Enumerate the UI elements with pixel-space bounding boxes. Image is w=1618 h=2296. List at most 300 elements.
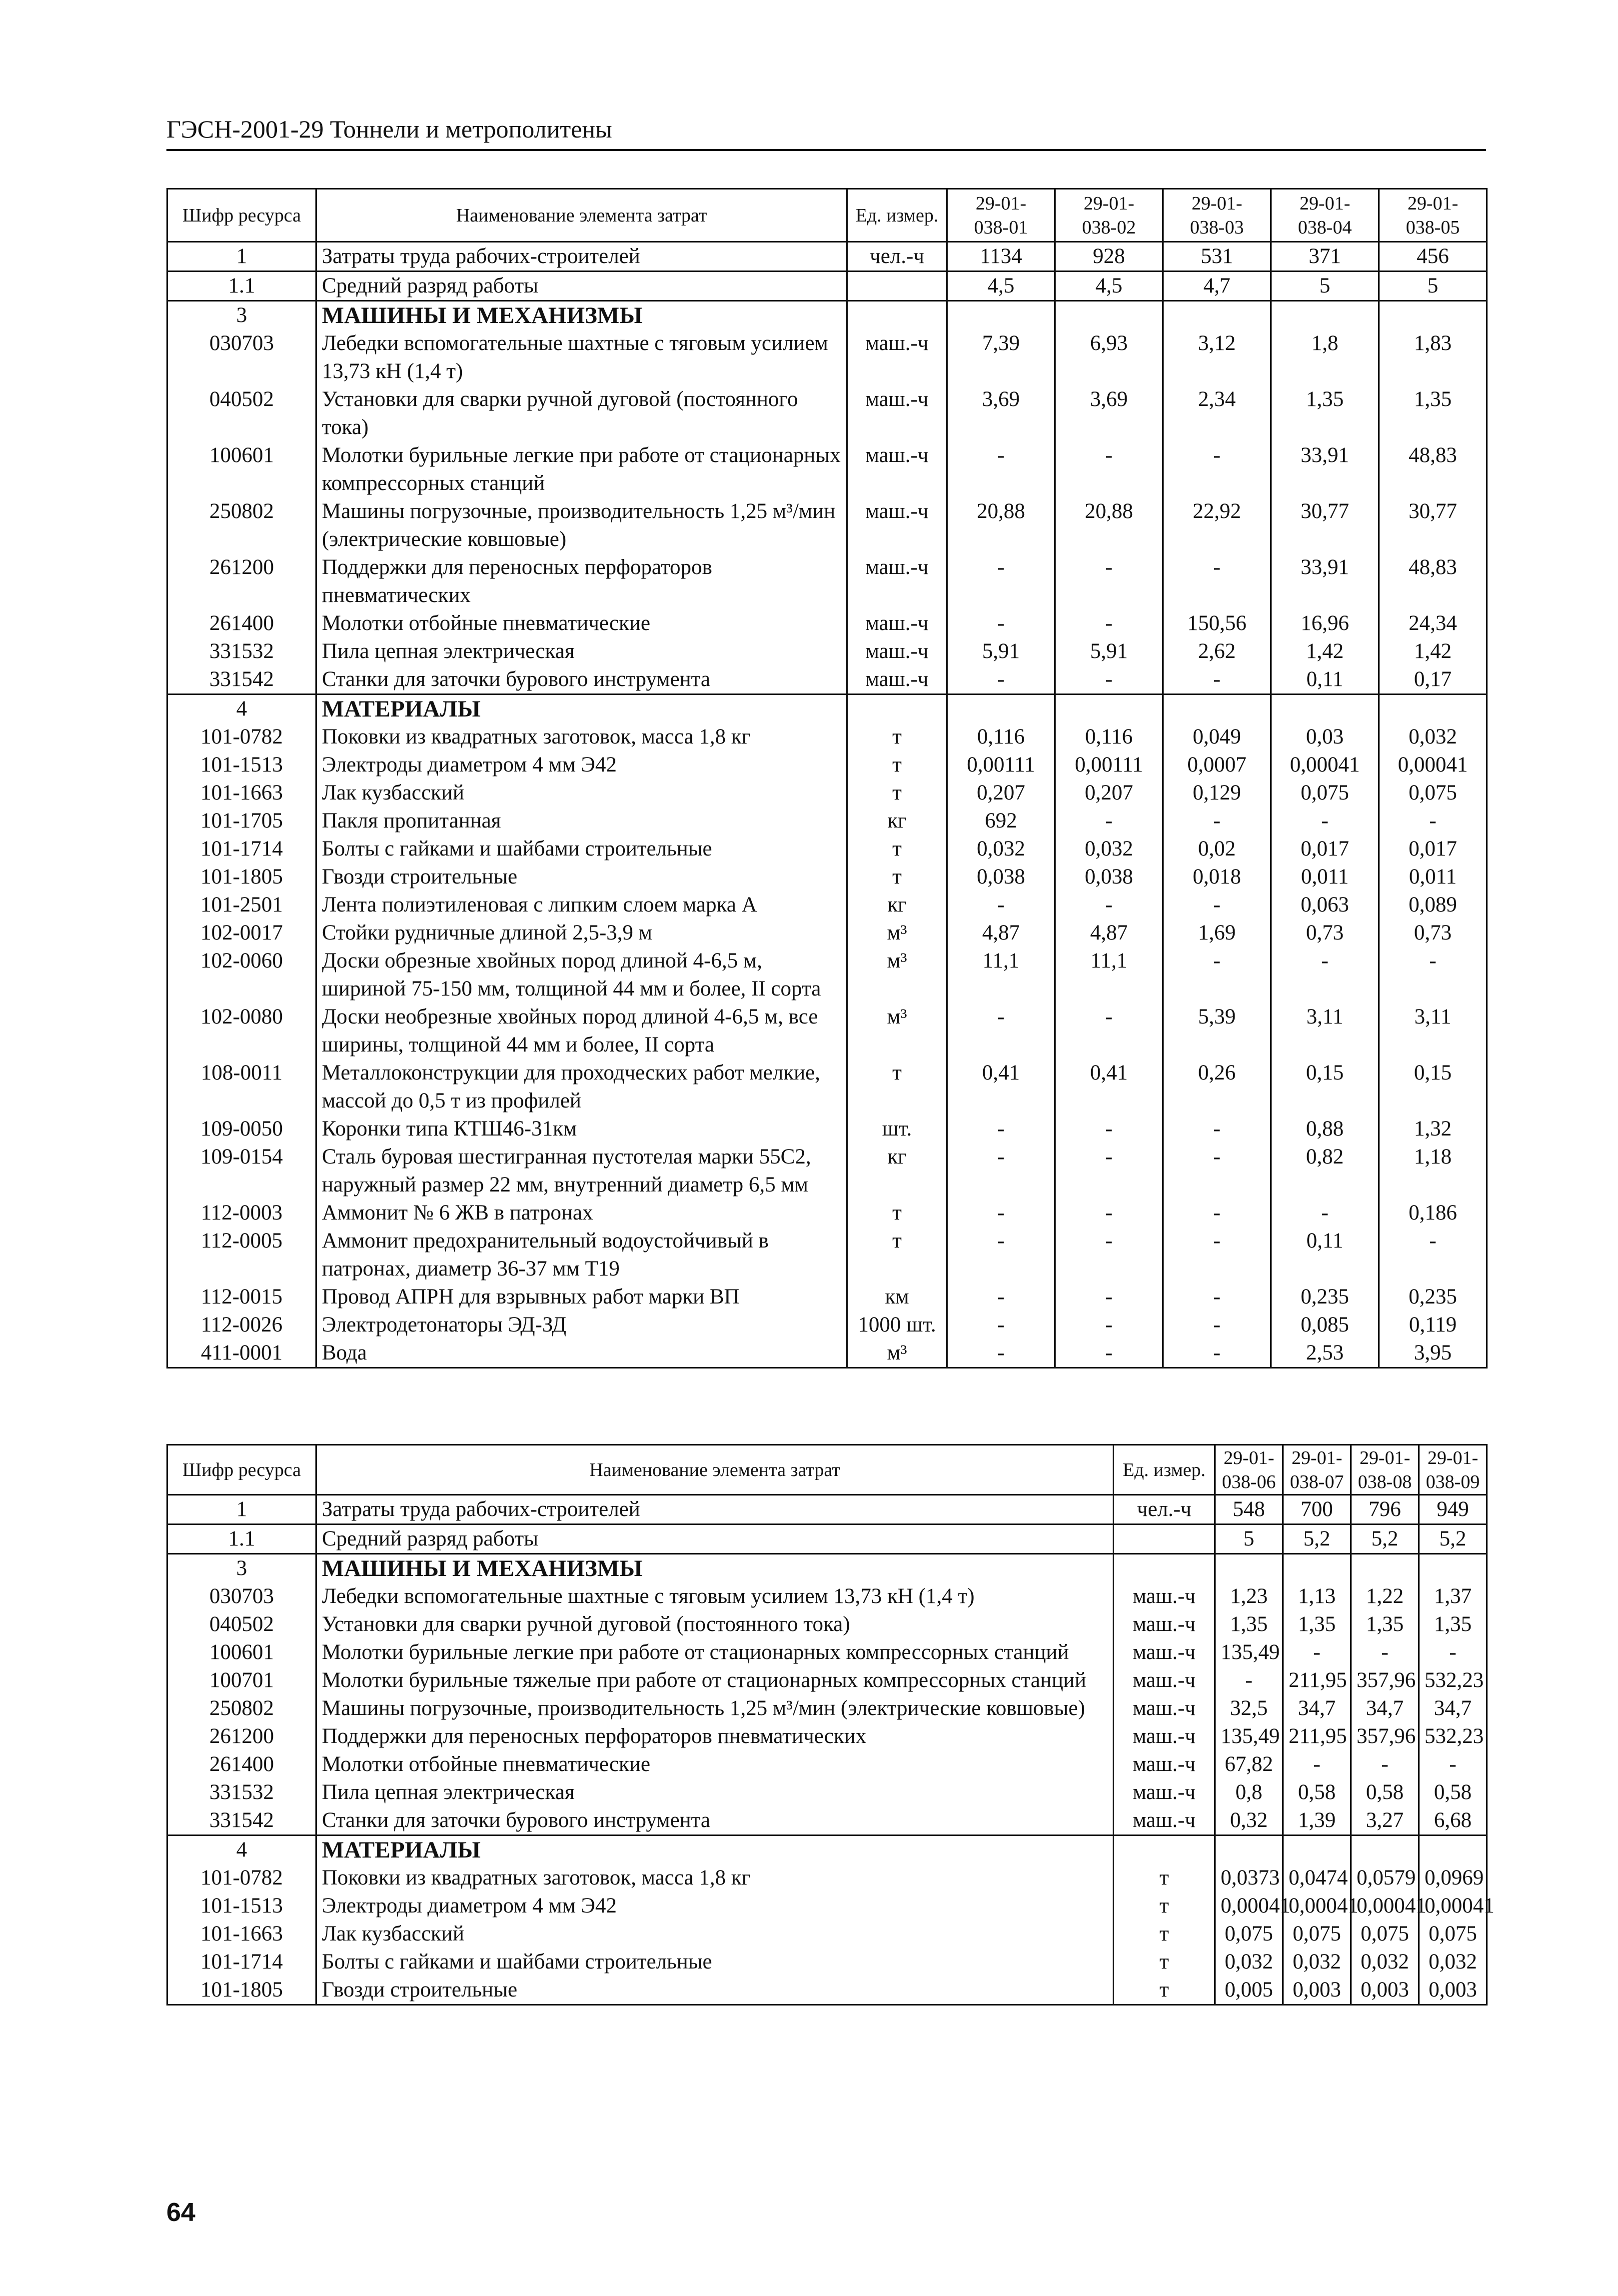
norm-value: 0,17 — [1379, 666, 1487, 694]
norm-value: 0,116 — [1055, 723, 1163, 751]
norm-value: 3,95 — [1379, 1339, 1487, 1368]
norm-value: 0,085 — [1271, 1311, 1379, 1339]
norm-value: 0,017 — [1271, 835, 1379, 863]
norm-value: 0,003 — [1283, 1976, 1351, 2005]
norm-value: 1,35 — [1379, 386, 1487, 442]
table-row — [167, 1778, 1487, 1806]
section-row — [167, 1836, 1487, 1864]
resource-code: 109-0050 — [167, 1115, 316, 1143]
resource-unit: м³ — [847, 919, 947, 947]
resource-name: Доски необрезные хвойных пород длиной 4-6,5 м, все ширины, толщиной 44 мм и более, II сорта — [316, 1003, 847, 1059]
norm-value: 0,00041 — [1351, 1892, 1419, 1920]
norm-value: 928 — [1055, 242, 1163, 272]
norm-value: - — [947, 1311, 1055, 1339]
norm-value: 0,129 — [1163, 779, 1271, 807]
table-row — [167, 919, 1487, 947]
resource-name: Поддержки для переносных перфораторов пневматических — [316, 554, 847, 610]
table-row — [167, 1311, 1487, 1339]
norm-value: 5 — [1271, 272, 1379, 301]
norm-value: 531 — [1163, 242, 1271, 272]
resource-code: 331532 — [167, 1778, 316, 1806]
column-header-norm: 29-01- 038-02 — [1055, 189, 1163, 242]
norm-value: 5,2 — [1419, 1524, 1487, 1554]
resource-name: Установки для сварки ручной дуговой (постоянного тока) — [316, 1610, 1114, 1638]
norm-value: - — [1163, 1199, 1271, 1227]
table-row — [167, 1227, 1487, 1283]
resource-unit: маш.-ч — [1114, 1638, 1215, 1666]
resource-name: Средний разряд работы — [316, 272, 847, 301]
norm-value — [1055, 694, 1163, 724]
table-row — [167, 1283, 1487, 1311]
resource-code: 101-2501 — [167, 891, 316, 919]
resource-table-2 — [166, 1444, 1495, 2006]
norm-value — [947, 301, 1055, 330]
table-row — [167, 666, 1487, 694]
norm-value: 700 — [1283, 1495, 1351, 1524]
resource-unit: маш.-ч — [1114, 1582, 1215, 1610]
running-header: ГЭСН-2001-29 Тоннели и метрополитены — [166, 115, 612, 143]
norm-value: 5,2 — [1351, 1524, 1419, 1554]
norm-value: 371 — [1271, 242, 1379, 272]
norm-value: - — [1163, 1115, 1271, 1143]
norm-value: 6,93 — [1055, 330, 1163, 386]
table-row — [167, 554, 1487, 610]
norm-value: 0,049 — [1163, 723, 1271, 751]
norm-value: - — [1163, 1227, 1271, 1283]
section-row — [167, 694, 1487, 724]
resource-unit: т — [847, 723, 947, 751]
resource-unit: км — [847, 1283, 947, 1311]
norm-value: - — [1055, 1339, 1163, 1368]
norm-value: 0,207 — [947, 779, 1055, 807]
resource-unit: т — [1114, 1976, 1215, 2005]
norm-value — [1419, 1836, 1487, 1864]
table-row — [167, 442, 1487, 498]
norm-value: 548 — [1215, 1495, 1283, 1524]
resource-code: 250802 — [167, 1694, 316, 1722]
table-row — [167, 1920, 1487, 1948]
norm-value: 1,42 — [1379, 638, 1487, 666]
column-header-norm: 29-01- 038-03 — [1163, 189, 1271, 242]
norm-value: - — [1351, 1750, 1419, 1778]
resource-unit: м³ — [847, 947, 947, 1003]
column-header-norm: 29-01- 038-07 — [1283, 1445, 1351, 1495]
norm-value: - — [1351, 1638, 1419, 1666]
norm-value: 1134 — [947, 242, 1055, 272]
norm-value: 0,02 — [1163, 835, 1271, 863]
norm-value: - — [1271, 1199, 1379, 1227]
norm-value: 34,7 — [1283, 1694, 1351, 1722]
resource-unit: т — [1114, 1892, 1215, 1920]
norm-value: 3,12 — [1163, 330, 1271, 386]
norm-value — [1419, 1554, 1487, 1583]
norm-value: - — [1163, 947, 1271, 1003]
norm-value: 0,032 — [1055, 835, 1163, 863]
resource-name: Вода — [316, 1339, 847, 1368]
norm-value: 48,83 — [1379, 554, 1487, 610]
resource-code: 101-1513 — [167, 1892, 316, 1920]
table-row — [167, 330, 1487, 386]
norm-value: 0,26 — [1163, 1059, 1271, 1115]
resource-name: Электроды диаметром 4 мм Э42 — [316, 1892, 1114, 1920]
norm-value: 16,96 — [1271, 610, 1379, 638]
table-row — [167, 386, 1487, 442]
resource-unit: т — [1114, 1920, 1215, 1948]
resource-code: 100701 — [167, 1666, 316, 1694]
table-row — [167, 1199, 1487, 1227]
norm-value: - — [1163, 891, 1271, 919]
norm-value: 0,089 — [1379, 891, 1487, 919]
resource-code: 1.1 — [167, 272, 316, 301]
norm-value: 32,5 — [1215, 1694, 1283, 1722]
resource-code: 101-1663 — [167, 779, 316, 807]
norm-value: 5,91 — [1055, 638, 1163, 666]
norm-value: 211,95 — [1283, 1666, 1351, 1694]
table-row — [167, 947, 1487, 1003]
norm-value: 0,032 — [1351, 1948, 1419, 1976]
norm-value: 3,27 — [1351, 1806, 1419, 1836]
norm-value: - — [1163, 1339, 1271, 1368]
norm-value: 0,0007 — [1163, 751, 1271, 779]
resource-name: Поковки из квадратных заготовок, масса 1,8 кг — [316, 723, 847, 751]
norm-value: - — [1055, 807, 1163, 835]
table-row — [167, 1339, 1487, 1368]
norm-value: - — [1379, 807, 1487, 835]
norm-value — [1163, 301, 1271, 330]
norm-value: 3,69 — [947, 386, 1055, 442]
norm-value: 2,53 — [1271, 1339, 1379, 1368]
resource-name: Средний разряд работы — [316, 1524, 1114, 1554]
resource-unit — [847, 272, 947, 301]
norm-value — [1283, 1554, 1351, 1583]
resource-code: 101-1705 — [167, 807, 316, 835]
norm-value: 0,0579 — [1351, 1864, 1419, 1892]
norm-value: - — [1055, 1115, 1163, 1143]
norm-value — [1379, 301, 1487, 330]
resource-unit: кг — [847, 891, 947, 919]
resource-name: Электродетонаторы ЭД-ЗД — [316, 1311, 847, 1339]
resource-name: Провод АПРН для взрывных работ марки ВП — [316, 1283, 847, 1311]
norm-value: 0,00111 — [1055, 751, 1163, 779]
norm-value: 7,39 — [947, 330, 1055, 386]
resource-code: 112-0026 — [167, 1311, 316, 1339]
column-header-norm: 29-01- 038-05 — [1379, 189, 1487, 242]
norm-value: - — [1055, 891, 1163, 919]
resource-unit: т — [847, 835, 947, 863]
resource-name: Лебедки вспомогательные шахтные с тяговым усилием 13,73 кН (1,4 т) — [316, 1582, 1114, 1610]
resource-name: Молотки отбойные пневматические — [316, 1750, 1114, 1778]
norm-value: 0,88 — [1271, 1115, 1379, 1143]
resource-name: МАШИНЫ И МЕХАНИЗМЫ — [316, 301, 847, 330]
column-header-name: Наименование элемента затрат — [316, 1445, 1114, 1495]
norm-value: 4,7 — [1163, 272, 1271, 301]
norm-value: 0,8 — [1215, 1778, 1283, 1806]
norm-value: 0,82 — [1271, 1143, 1379, 1199]
table-row — [167, 1750, 1487, 1778]
resource-code: 112-0005 — [167, 1227, 316, 1283]
table-row — [167, 891, 1487, 919]
norm-value: 4,5 — [1055, 272, 1163, 301]
norm-value: 0,00041 — [1271, 751, 1379, 779]
resource-code: 101-0782 — [167, 1864, 316, 1892]
norm-value: 1,22 — [1351, 1582, 1419, 1610]
table-row — [167, 1115, 1487, 1143]
norm-value: - — [947, 666, 1055, 694]
norm-value: 0,32 — [1215, 1806, 1283, 1836]
norm-value: 0,119 — [1379, 1311, 1487, 1339]
norm-value: 532,23 — [1419, 1722, 1487, 1750]
column-header-norm: 29-01- 038-06 — [1215, 1445, 1283, 1495]
resource-unit: маш.-ч — [847, 330, 947, 386]
norm-value: 0,075 — [1379, 779, 1487, 807]
norm-value: 0,011 — [1379, 863, 1487, 891]
norm-value: 0,075 — [1283, 1920, 1351, 1948]
resource-code: 101-1513 — [167, 751, 316, 779]
norm-value: 0,235 — [1271, 1283, 1379, 1311]
resource-unit: кг — [847, 807, 947, 835]
table-row — [167, 1059, 1487, 1115]
resource-name: Электроды диаметром 4 мм Э42 — [316, 751, 847, 779]
norm-value: 0,58 — [1283, 1778, 1351, 1806]
resource-code: 101-1714 — [167, 1948, 316, 1976]
table-row — [167, 638, 1487, 666]
norm-value: 3,69 — [1055, 386, 1163, 442]
table-row — [167, 1495, 1487, 1524]
norm-value: 0,018 — [1163, 863, 1271, 891]
table-row — [167, 610, 1487, 638]
norm-value: - — [947, 1199, 1055, 1227]
norm-value: - — [1055, 666, 1163, 694]
norm-value: 0,11 — [1271, 666, 1379, 694]
table-row — [167, 1806, 1487, 1836]
resource-code: 3 — [167, 301, 316, 330]
norm-value: - — [947, 1143, 1055, 1199]
resource-code: 1.1 — [167, 1524, 316, 1554]
norm-value: - — [1055, 1003, 1163, 1059]
table-row — [167, 723, 1487, 751]
resource-unit: маш.-ч — [1114, 1722, 1215, 1750]
norm-value: 0,075 — [1351, 1920, 1419, 1948]
table-row — [167, 779, 1487, 807]
norm-value: 20,88 — [947, 498, 1055, 554]
resource-code: 101-1805 — [167, 863, 316, 891]
resource-unit: маш.-ч — [847, 442, 947, 498]
resource-code: 101-1663 — [167, 1920, 316, 1948]
resource-code: 101-1714 — [167, 835, 316, 863]
norm-value: - — [1055, 1283, 1163, 1311]
norm-value: 0,00041 — [1283, 1892, 1351, 1920]
resource-unit: т — [847, 751, 947, 779]
resource-unit: маш.-ч — [1114, 1806, 1215, 1836]
column-header-code: Шифр ресурса — [167, 1445, 316, 1495]
norm-value: 692 — [947, 807, 1055, 835]
resource-name: Станки для заточки бурового инструмента — [316, 1806, 1114, 1836]
resource-code: 1 — [167, 1495, 316, 1524]
page-number: 64 — [166, 2198, 195, 2227]
table-row — [167, 1892, 1487, 1920]
resource-code: 1 — [167, 242, 316, 272]
norm-value — [947, 694, 1055, 724]
resource-name: Поковки из квадратных заготовок, масса 1,8 кг — [316, 1864, 1114, 1892]
norm-value: 0,11 — [1271, 1227, 1379, 1283]
column-header-norm: 29-01- 038-01 — [947, 189, 1055, 242]
table-row — [167, 1524, 1487, 1554]
norm-value: - — [1163, 1283, 1271, 1311]
resource-unit — [847, 694, 947, 724]
norm-value: 0,0969 — [1419, 1864, 1487, 1892]
norm-value: 1,8 — [1271, 330, 1379, 386]
norm-value: 5,39 — [1163, 1003, 1271, 1059]
norm-value: 0,15 — [1271, 1059, 1379, 1115]
resource-unit: маш.-ч — [1114, 1694, 1215, 1722]
resource-code: 261400 — [167, 610, 316, 638]
norm-value: 1,37 — [1419, 1582, 1487, 1610]
norm-value: - — [1055, 442, 1163, 498]
resource-name: Гвозди строительные — [316, 863, 847, 891]
norm-value — [1379, 694, 1487, 724]
resource-name: Установки для сварки ручной дуговой (постоянного тока) — [316, 386, 847, 442]
resource-name: Молотки отбойные пневматические — [316, 610, 847, 638]
norm-value: - — [1163, 807, 1271, 835]
norm-value: 4,87 — [1055, 919, 1163, 947]
norm-value: 0,011 — [1271, 863, 1379, 891]
resource-unit: т — [1114, 1948, 1215, 1976]
norm-value: 4,5 — [947, 272, 1055, 301]
resource-code: 101-0782 — [167, 723, 316, 751]
norm-value: - — [1419, 1750, 1487, 1778]
norm-value: - — [947, 1115, 1055, 1143]
norm-value — [1271, 301, 1379, 330]
resource-unit: 1000 шт. — [847, 1311, 947, 1339]
norm-value: 0,58 — [1419, 1778, 1487, 1806]
norm-value: 0,03 — [1271, 723, 1379, 751]
resource-name: Машины погрузочные, производительность 1,25 м³/мин (электрические ковшовые) — [316, 1694, 1114, 1722]
table-row — [167, 807, 1487, 835]
table-row — [167, 863, 1487, 891]
norm-value: 1,35 — [1351, 1610, 1419, 1638]
column-header-norm: 29-01- 038-08 — [1351, 1445, 1419, 1495]
norm-value: - — [947, 1283, 1055, 1311]
norm-value: 0,00041 — [1215, 1892, 1283, 1920]
table-row — [167, 1582, 1487, 1610]
resource-name: Пила цепная электрическая — [316, 1778, 1114, 1806]
resource-name: Доски обрезные хвойных пород длиной 4-6,5 м, шириной 75-150 мм, толщиной 44 мм и более, II сорта — [316, 947, 847, 1003]
norm-value: 0,005 — [1215, 1976, 1283, 2005]
resource-unit: м³ — [847, 1339, 947, 1368]
norm-value: - — [1055, 554, 1163, 610]
resource-code: 261200 — [167, 554, 316, 610]
norm-value: 0,032 — [947, 835, 1055, 863]
table-row — [167, 1143, 1487, 1199]
column-header-norm: 29-01- 038-04 — [1271, 189, 1379, 242]
norm-value: - — [1163, 442, 1271, 498]
resource-name: Аммонит № 6 ЖВ в патронах — [316, 1199, 847, 1227]
norm-value: 34,7 — [1351, 1694, 1419, 1722]
resource-name: Молотки бурильные легкие при работе от стационарных компрессорных станций — [316, 1638, 1114, 1666]
resource-name: Болты с гайками и шайбами строительные — [316, 1948, 1114, 1976]
norm-value: 0,038 — [947, 863, 1055, 891]
column-header-unit: Ед. измер. — [1114, 1445, 1215, 1495]
norm-value: 5,2 — [1283, 1524, 1351, 1554]
norm-value: 357,96 — [1351, 1666, 1419, 1694]
norm-value: 1,35 — [1283, 1610, 1351, 1638]
norm-value: 211,95 — [1283, 1722, 1351, 1750]
resource-unit: кг — [847, 1143, 947, 1199]
resource-code: 112-0015 — [167, 1283, 316, 1311]
resource-name: Коронки типа КТШ46-31км — [316, 1115, 847, 1143]
norm-value: 1,35 — [1271, 386, 1379, 442]
norm-value: - — [1055, 1199, 1163, 1227]
norm-value: 11,1 — [947, 947, 1055, 1003]
table-row — [167, 1864, 1487, 1892]
norm-value: 135,49 — [1215, 1722, 1283, 1750]
table-body — [167, 242, 1487, 1368]
norm-value: 4,87 — [947, 919, 1055, 947]
norm-value: 0,186 — [1379, 1199, 1487, 1227]
table-row — [167, 1694, 1487, 1722]
norm-value: - — [1379, 1227, 1487, 1283]
section-row — [167, 301, 1487, 330]
norm-value: - — [1163, 1311, 1271, 1339]
norm-value: 3,11 — [1271, 1003, 1379, 1059]
norm-value: 532,23 — [1419, 1666, 1487, 1694]
norm-value: 0,003 — [1351, 1976, 1419, 2005]
norm-value: 456 — [1379, 242, 1487, 272]
resource-name: Пила цепная электрическая — [316, 638, 847, 666]
norm-value: 0,032 — [1379, 723, 1487, 751]
column-header-code: Шифр ресурса — [167, 189, 316, 242]
norm-value: - — [1419, 1638, 1487, 1666]
norm-value: 67,82 — [1215, 1750, 1283, 1778]
norm-value: 0,00111 — [947, 751, 1055, 779]
norm-value: 0,41 — [1055, 1059, 1163, 1115]
norm-value — [1351, 1836, 1419, 1864]
resource-code: 030703 — [167, 1582, 316, 1610]
table-row — [167, 1976, 1487, 2005]
norm-value: 1,39 — [1283, 1806, 1351, 1836]
norm-value: 2,34 — [1163, 386, 1271, 442]
norm-value: 33,91 — [1271, 442, 1379, 498]
resource-unit: маш.-ч — [1114, 1778, 1215, 1806]
norm-value: 48,83 — [1379, 442, 1487, 498]
resource-unit: чел.-ч — [1114, 1495, 1215, 1524]
resource-unit — [847, 301, 947, 330]
resource-code: 100601 — [167, 442, 316, 498]
table-row — [167, 498, 1487, 554]
norm-value — [1163, 694, 1271, 724]
norm-value: 1,35 — [1419, 1610, 1487, 1638]
resource-unit: маш.-ч — [847, 666, 947, 694]
resource-name: МАТЕРИАЛЫ — [316, 694, 847, 724]
norm-value: 0,032 — [1283, 1948, 1351, 1976]
resource-code: 112-0003 — [167, 1199, 316, 1227]
norm-value: - — [1163, 1143, 1271, 1199]
resource-name: Гвозди строительные — [316, 1976, 1114, 2005]
norm-value: 135,49 — [1215, 1638, 1283, 1666]
resource-code: 331542 — [167, 1806, 316, 1836]
resource-name: Металлоконструкции для проходческих работ мелкие, массой до 0,5 т из профилей — [316, 1059, 847, 1115]
table-row — [167, 1666, 1487, 1694]
norm-value: 11,1 — [1055, 947, 1163, 1003]
resource-code: 4 — [167, 694, 316, 724]
resource-name: Станки для заточки бурового инструмента — [316, 666, 847, 694]
resource-unit: т — [1114, 1864, 1215, 1892]
resource-name: Аммонит предохранительный водоустойчивый в патронах, диаметр 36-37 мм Т19 — [316, 1227, 847, 1283]
norm-value: 20,88 — [1055, 498, 1163, 554]
header-divider — [166, 149, 1486, 151]
resource-unit: маш.-ч — [847, 638, 947, 666]
resource-code: 109-0154 — [167, 1143, 316, 1199]
